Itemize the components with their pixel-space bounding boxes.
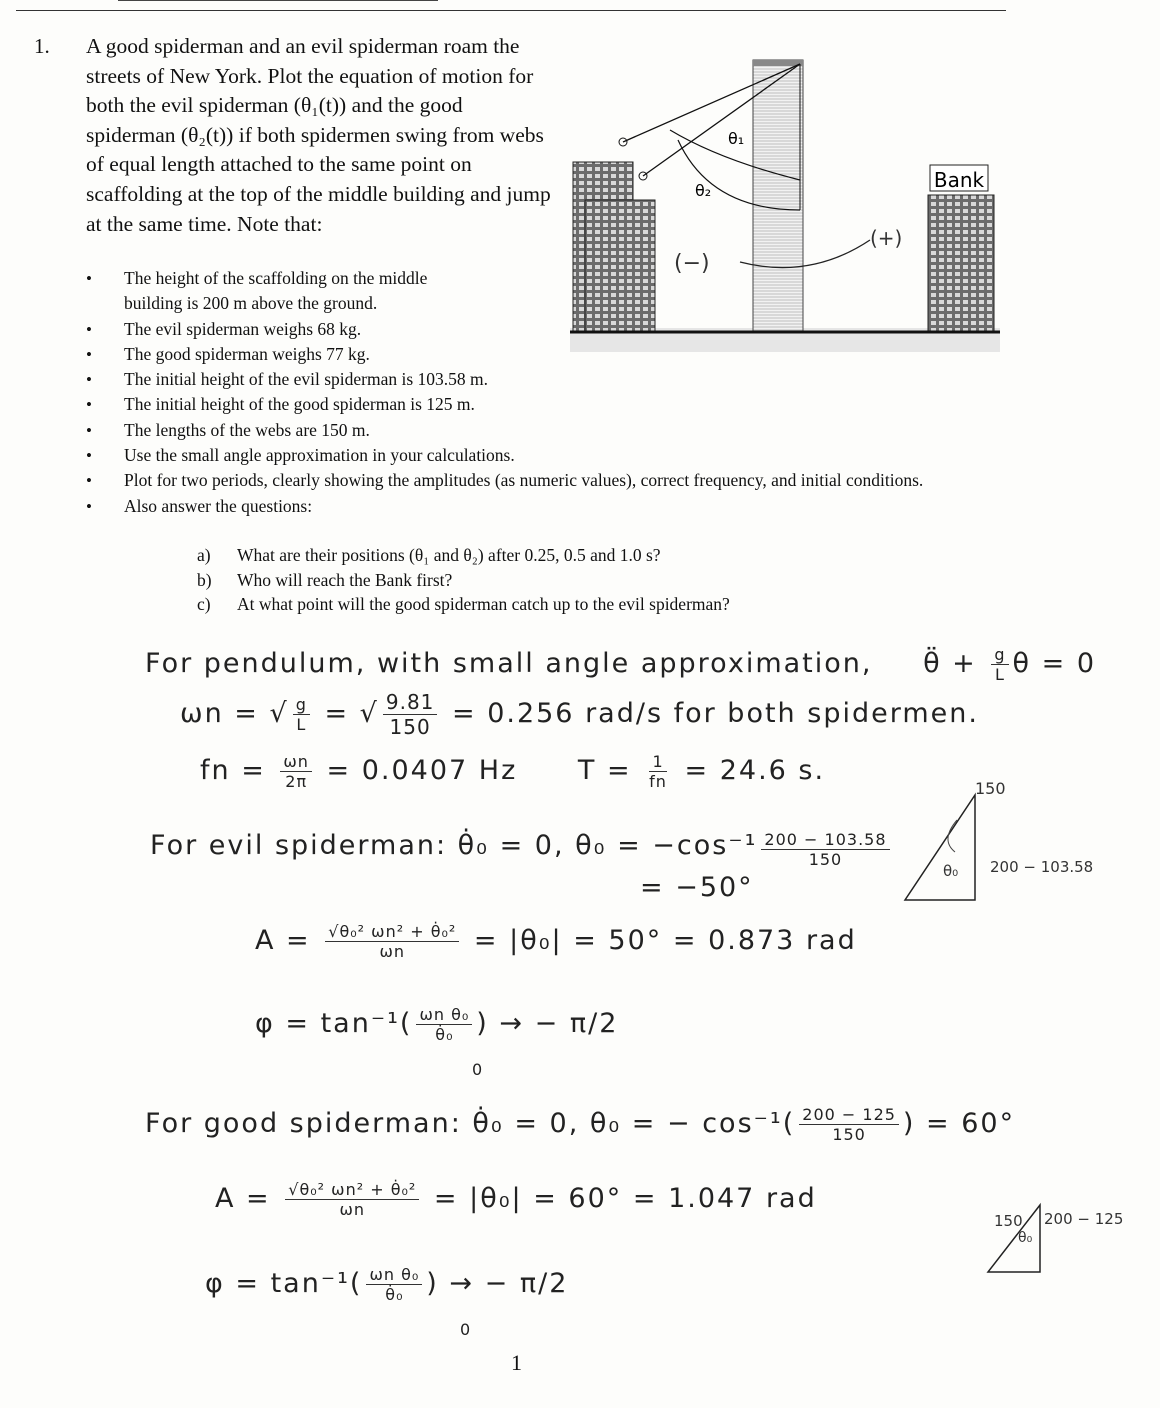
page-number: 1 (511, 1350, 522, 1375)
problem-intro: A good spiderman and an evil spiderman roam the streets of New York. Plot the equation of motion for both the evil spiderman (θ₁(t)) and the good spiderman (θ₂(t)) if both spidermen swing from webs of equal length attached to the same point on scaffolding at the top of the middle building and jump at the same time. Note that: (86, 34, 551, 236)
question-item: b) Who will reach the Bank first? (197, 569, 453, 590)
negative-direction-label: (−) (674, 251, 710, 276)
solution-line-3: fn = $\frac{\omega n}{2\pi}$ = 0.0407 Hz T = $\frac{1}{fn}$ = 24.6 s. (200, 752, 826, 791)
header-rule-short (118, 0, 438, 1)
good-triangle-side-label: 200 − 125 (1044, 1210, 1124, 1228)
good-triangle-hyp-label: 150 (994, 1212, 1023, 1230)
theta2-label: θ₂ (695, 181, 712, 200)
evil-initial-conditions: For evil spiderman: θ̇₀ = 0, θ₀ = −cos⁻¹ $\frac{200 - 103.58}{150}$ (150, 830, 894, 869)
good-initial-conditions: For good spiderman: θ̇₀ = 0, θ₀ = − cos⁻¹( $\frac{200 - 125}{150}$ ) = 60° (145, 1105, 1016, 1144)
question-item: c) At what point will the good spiderman catch up to the evil spiderman? (197, 594, 730, 615)
good-amplitude: A = $\frac{\text{√θ₀² ωn² + θ̇₀²}}{\omega n}$ = |θ₀| = 60° = 1.047 rad (215, 1180, 817, 1219)
middle-tower (753, 60, 803, 332)
evil-amplitude: A = $\frac{\text{√θ₀² ωn² + θ̇₀²}}{\omega n}$ = |θ₀| = 50° = 0.873 rad (255, 922, 857, 961)
question-item: a) What are their positions (θ₁ and θ₂) after 0.25, 0.5 and 1.0 s? (197, 545, 661, 565)
scaffolding (753, 60, 803, 66)
evil-triangle (895, 780, 1135, 910)
problem-number: 1. (34, 34, 50, 58)
theta1-label: θ₁ (728, 129, 745, 148)
buildings-diagram (570, 40, 1000, 352)
evil-triangle-angle-label: θ₀ (943, 862, 959, 880)
header-rule (16, 10, 1006, 11)
condition-item: • Also answer the questions: (86, 494, 1006, 519)
solution-line-2: ωn = √ $\frac{g}{L}$ = √ $\frac{9.81}{150}$ = 0.256 rad/s for both spidermen. (180, 690, 979, 739)
condition-item: • The height of the scaffolding on the middle building is 200 m above the ground. (86, 266, 484, 317)
condition-item: • The initial height of the evil spiderman is 103.58 m. (86, 367, 1006, 392)
evil-triangle-shape (905, 795, 975, 900)
solution-line-1: For pendulum, with small angle approximation, θ̈ + $\frac{g}{L}$ θ = 0 (145, 645, 1097, 684)
positive-direction-label: (+) (870, 226, 903, 250)
evil-phase: φ = tan⁻¹( $\frac{\text{ωn θ₀}}{\text{θ̇₀}}$ ) → − π/2 (255, 1005, 619, 1044)
condition-item: • The lengths of the webs are 150 m. (86, 418, 1006, 443)
evil-triangle-hyp-label: 150 (975, 780, 1006, 798)
condition-item: • The evil spiderman weighs 68 kg. (86, 317, 1006, 342)
evil-theta0-result: = −50° (640, 872, 754, 903)
condition-item: • Plot for two periods, clearly showing the amplitudes (as numeric values), correct frequency, and initial conditions. (86, 468, 984, 493)
condition-item: • Use the small angle approximation in your calculations. (86, 443, 1006, 468)
evil-triangle-side-label: 200 − 103.58 (990, 858, 1094, 876)
buildings-figure (570, 40, 1000, 352)
good-triangle-angle-label: θ₀ (1018, 1230, 1033, 1246)
good-phase: φ = tan⁻¹( $\frac{\text{ωn θ₀}}{\text{θ̇₀}}$ ) → − π/2 (205, 1265, 569, 1304)
bank-building (928, 195, 994, 332)
good-phase-zero-note: 0 (460, 1320, 472, 1339)
condition-item: • The initial height of the good spiderman is 125 m. (86, 392, 1006, 417)
bank-label: Bank (933, 168, 985, 192)
good-triangle (980, 1200, 1140, 1280)
evil-phase-zero-note: 0 (472, 1060, 484, 1079)
left-building-front (585, 200, 655, 332)
condition-item: • The good spiderman weighs 77 kg. (86, 342, 1006, 367)
question-list (197, 543, 730, 617)
